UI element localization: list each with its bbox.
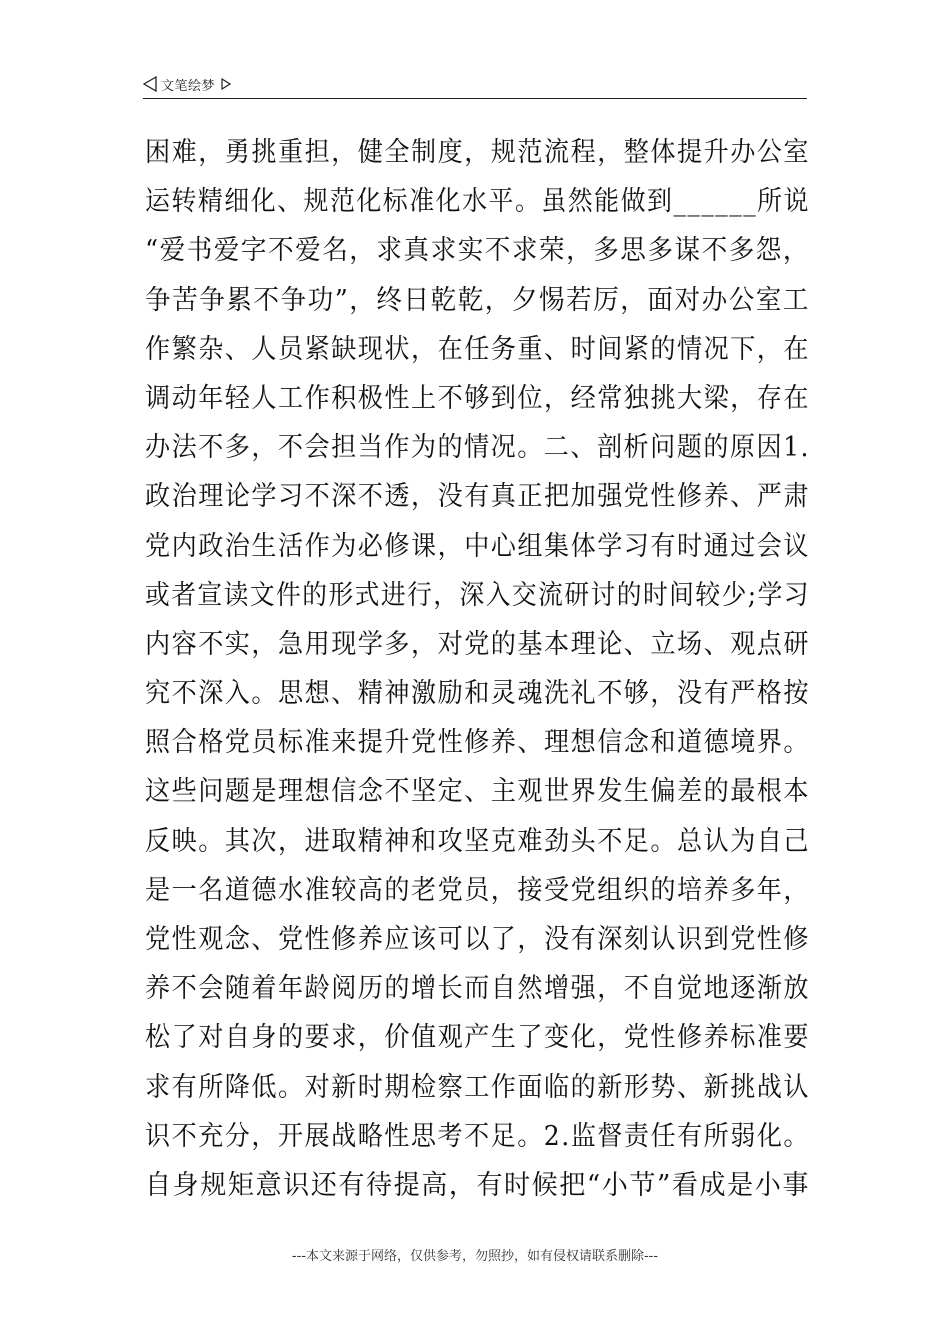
text-line: 养不会随着年龄阅历的增长而自然增强，不自觉地逐渐放: [145, 973, 810, 1005]
text-line: 政治理论学习不深不透，没有真正把加强党性修养、严肃: [145, 481, 810, 513]
text-line: 反映。其次，进取精神和攻坚克难劲头不足。总认为自己: [145, 825, 810, 857]
text-line: “爱书爱字不爱名，求真求实不求荣，多思多谋不多怨，: [145, 235, 810, 267]
footer-notice: ---本文来源于网络，仅供参考，勿照抄，如有侵权请联系删除---: [291, 1249, 659, 1264]
text-line: 争苦争累不争功”，终日乾乾，夕惕若厉，面对办公室工: [145, 284, 810, 316]
brand: [143, 74, 231, 94]
text-line: 这些问题是理想信念不坚定、主观世界发生偏差的最根本: [145, 776, 810, 808]
text-line: 内容不实，急用现学多，对党的基本理论、立场、观点研: [145, 628, 810, 660]
text-line: 自身规矩意识还有待提高，有时候把“小节”看成是小事: [145, 1169, 810, 1201]
brand-name: 文笔绘梦: [161, 78, 216, 94]
text-line: 调动年轻人工作积极性上不够到位，经常独挑大梁，存在: [145, 382, 810, 414]
text-line: 作繁杂、人员紧缺现状，在任务重、时间紧的情况下，在: [145, 333, 810, 365]
text-line: 识不充分，开展战略性思考不足。2.监督责任有所弱化。: [145, 1120, 810, 1152]
page-header: [143, 72, 807, 99]
text-line: 党内政治生活作为必修课，中心组集体学习有时通过会议: [145, 530, 810, 562]
text-line: 松了对自身的要求，价值观产生了变化，党性修养标准要: [145, 1022, 810, 1054]
text-line: 困难，勇挑重担，健全制度，规范流程，整体提升办公室: [145, 137, 810, 168]
document-body: [145, 128, 815, 1210]
triangle-left-icon: [143, 76, 157, 92]
text-line: 或者宣读文件的形式进行，深入交流研讨的时间较少;学习: [145, 579, 810, 611]
text-line: 求有所降低。对新时期检察工作面临的新形势、新挑战认: [145, 1071, 810, 1103]
triangle-right-icon: [221, 78, 231, 90]
text-line: 究不深入。思想、精神激励和灵魂洗礼不够，没有严格按: [145, 678, 810, 710]
text-line: 党性观念、党性修养应该可以了，没有深刻认识到党性修: [145, 924, 810, 955]
text-line: 是一名道德水准较高的老党员，接受党组织的培养多年，: [145, 874, 810, 906]
text-line: 办法不多，不会担当作为的情况。二、剖析问题的原因1.: [145, 432, 810, 464]
text-line: 运转精细化、规范化标准化水平。虽然能做到______所说: [145, 186, 810, 218]
text-line: 照合格党员标准来提升党性修养、理想信念和道德境界。: [145, 727, 810, 759]
